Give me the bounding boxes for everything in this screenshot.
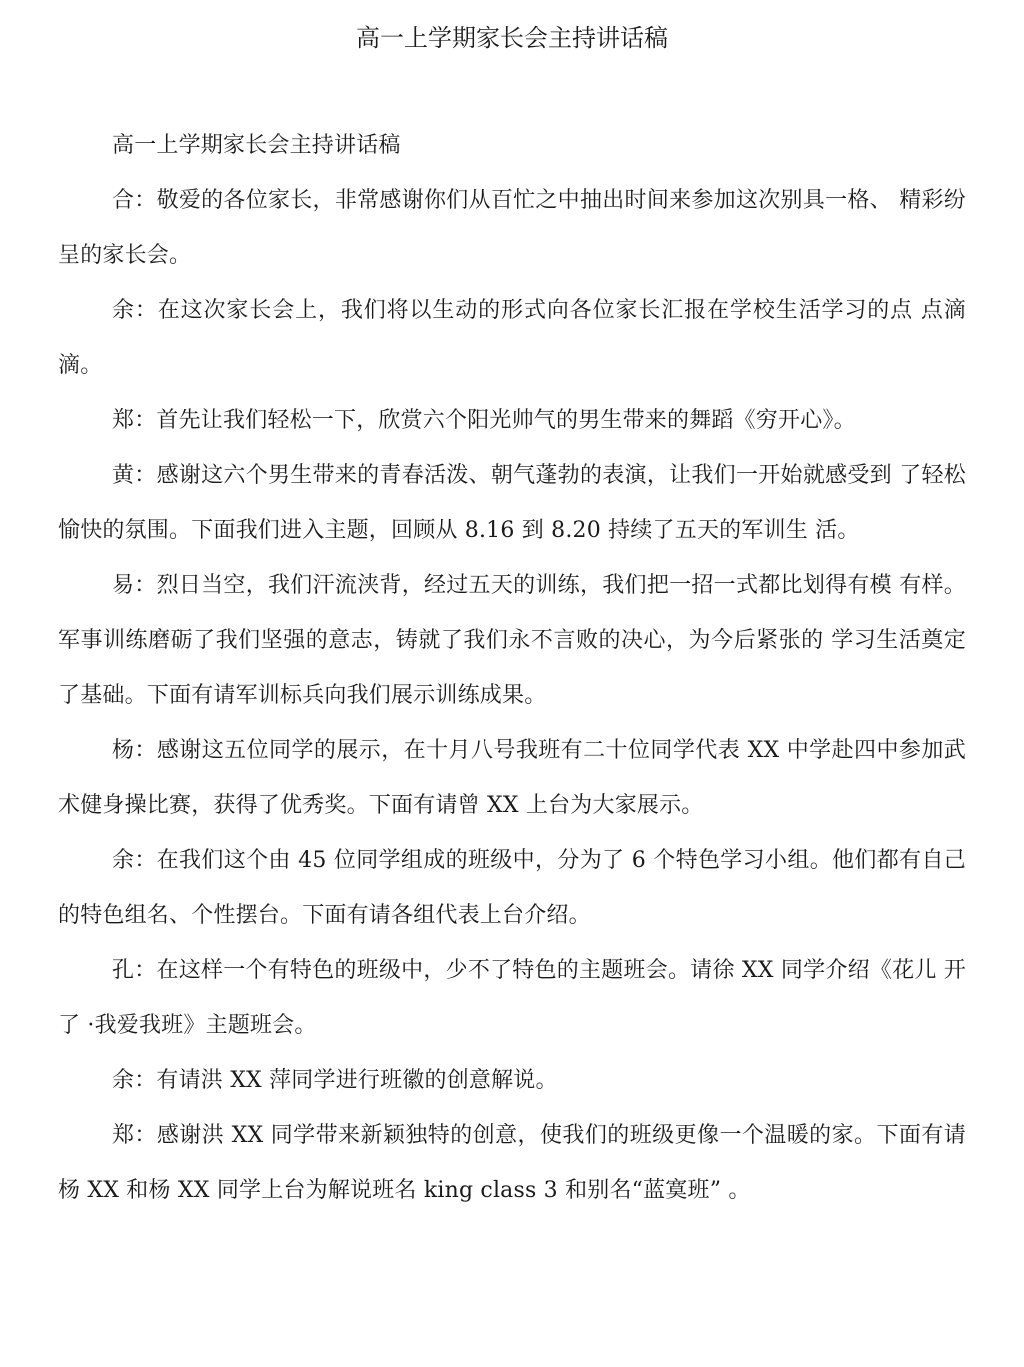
paragraph: 余：在这次家长会上，我们将以生动的形式向各位家长汇报在学校生活学习的点 点滴滴。 <box>58 298 966 378</box>
paragraph: 杨：感谢这五位同学的展示，在十月八号我班有二十位同学代表 XX 中学赴四中参加武术健身操比赛，获得了优秀奖。下面有请曾 XX 上台为大家展示。 <box>58 738 966 818</box>
paragraph: 黄：感谢这六个男生带来的青春活泼、朝气蓬勃的表演，让我们一开始就感受到 了轻松愉快的氛围。下面我们进入主题，回顾从 8.16 到 8.20 持续了五天的军训生 活。 <box>58 463 966 543</box>
document-title: 高一上学期家长会主持讲话稿 <box>356 24 668 52</box>
paragraph-subtitle: 高一上学期家长会主持讲话稿 <box>112 133 401 158</box>
paragraph: 郑：首先让我们轻松一下，欣赏六个阳光帅气的男生带来的舞蹈《穷开心》。 <box>112 408 856 433</box>
paragraph: 余：有请洪 XX 萍同学进行班徽的创意解说。 <box>112 1068 558 1093</box>
paragraph: 郑：感谢洪 XX 同学带来新颖独特的创意，使我们的班级更像一个温暖的家。下面有请杨 XX 和杨 XX 同学上台为解说班名 king class 3 和别名“蓝寞班” 。 <box>58 1123 966 1203</box>
document-body <box>58 118 966 1218</box>
paragraph: 合：敬爱的各位家长，非常感谢你们从百忙之中抽出时间来参加这次别具一格、 精彩纷呈的家长会。 <box>58 188 966 268</box>
paragraph: 余：在我们这个由 45 位同学组成的班级中，分为了 6 个特色学习小组。他们都有自己的特色组名、个性摆台。下面有请各组代表上台介绍。 <box>58 848 966 928</box>
paragraph: 孔：在这样一个有特色的班级中，少不了特色的主题班会。请徐 XX 同学介绍《花儿 开了 ·我爱我班》主题班会。 <box>58 958 966 1038</box>
paragraph: 易：烈日当空，我们汗流浃背，经过五天的训练，我们把一招一式都比划得有模 有样。军事训练磨砺了我们坚强的意志，铸就了我们永不言败的决心，为今后紧张的 学习生活奠定了基础。下面有请军训标兵向我们展示训练成果。 <box>58 573 966 708</box>
